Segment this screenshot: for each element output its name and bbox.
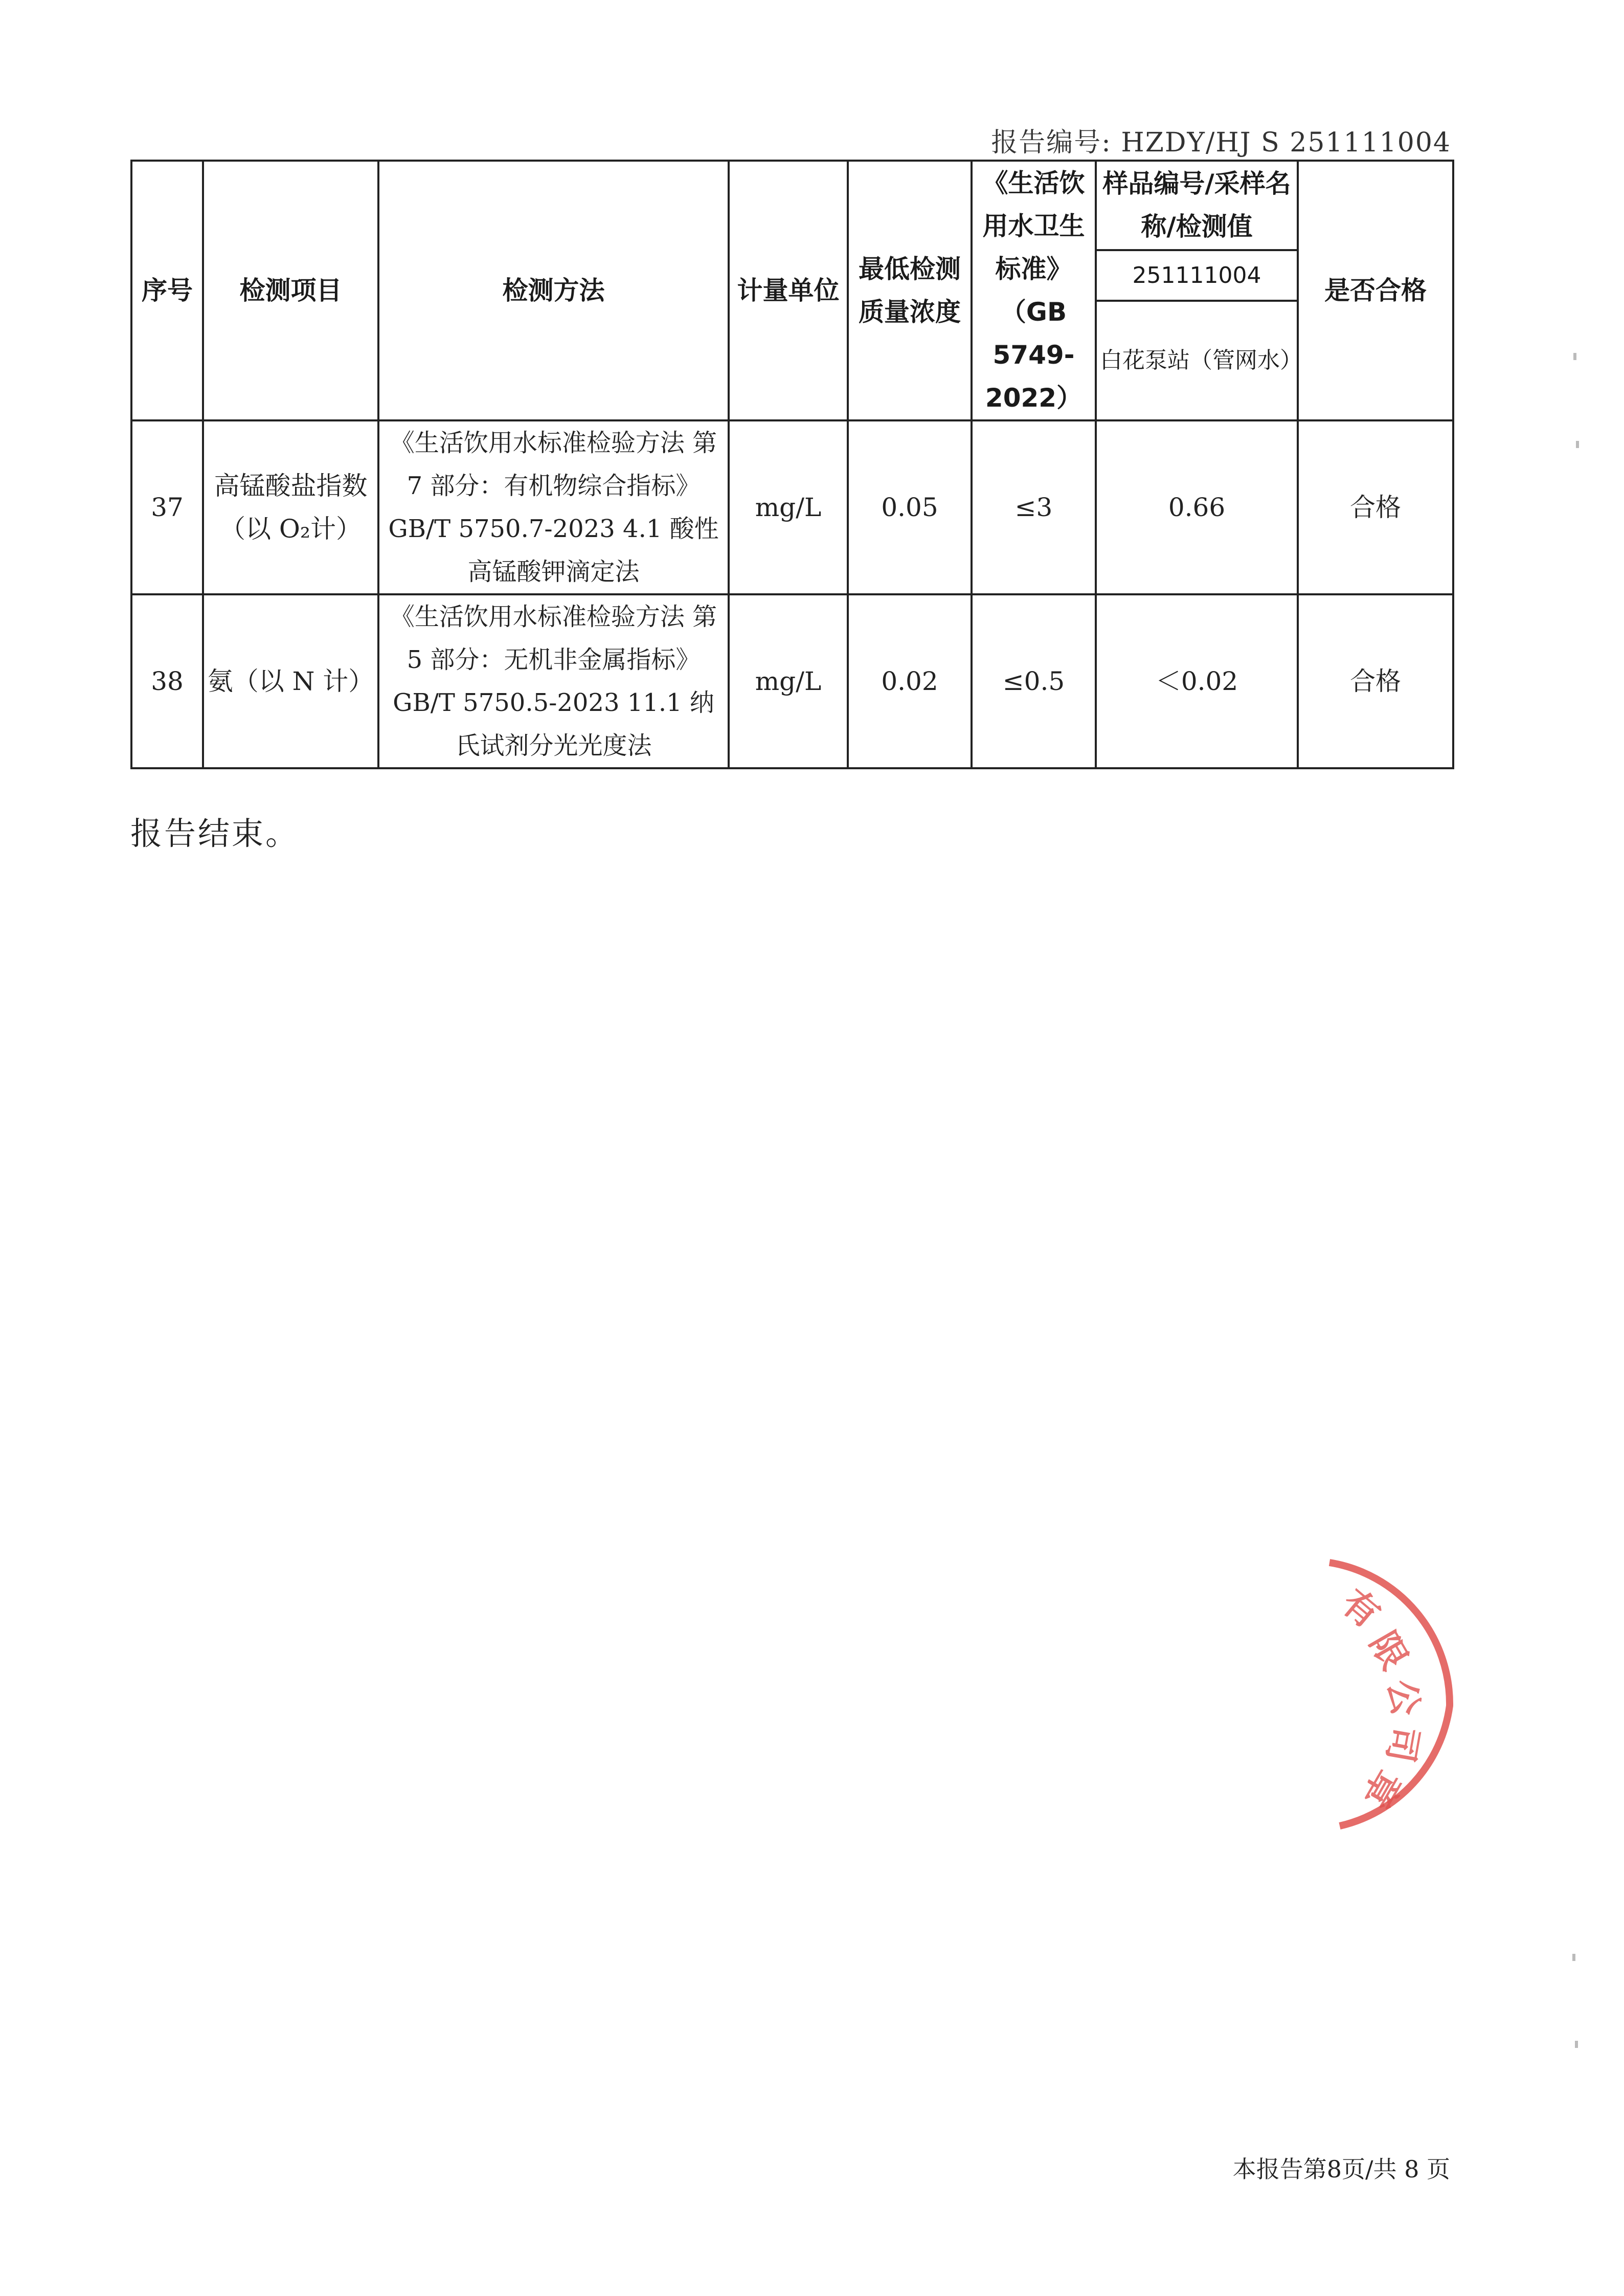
row-method: 《生活饮用水标准检验方法 第 7 部分：有机物综合指标》GB/T 5750.7-2023 4.1 酸性高锰酸钾滴定法 [378,420,729,594]
header-seq: 序号 [131,161,203,420]
table-row [131,594,1453,768]
company-seal [1309,1547,1457,1834]
svg-text:司: 司 [1379,1723,1427,1766]
row-unit: mg/L [729,594,848,768]
header-sample-group: 样品编号/采样名称/检测值 [1096,161,1298,250]
row-unit: mg/L [729,420,848,594]
page-footer: 本报告第8页/共 8 页 [1232,2155,1450,2183]
row-min-conc: 0.05 [848,420,972,594]
end-note: 报告结束。 [130,815,300,852]
row-limit: ≤0.5 [972,594,1096,768]
report-number: 报告编号: HZDY/HJ S 251111004 [991,127,1451,158]
header-standard: 《生活饮用水卫生标准》（GB 5749-2022） [972,161,1096,420]
row-min-conc: 0.02 [848,594,972,768]
results-table [130,160,1454,769]
row-method: 《生活饮用水标准检验方法 第 5 部分：无机非金属指标》GB/T 5750.5-2023 11.1 纳氏试剂分光光度法 [378,594,729,768]
row-seq: 37 [131,420,203,594]
header-min-conc: 最低检测质量浓度 [848,161,972,420]
svg-text:公: 公 [1380,1676,1428,1719]
header-unit: 计量单位 [729,161,848,420]
svg-text:有: 有 [1334,1581,1388,1637]
header-sample-id: 251111004 [1096,250,1298,301]
row-item: 氨（以 N 计） [203,594,378,768]
header-sample-name: 白花泵站（管网水） [1096,301,1298,420]
header-item: 检测项目 [203,161,378,420]
scan-speck [1576,441,1579,448]
row-limit: ≤3 [972,420,1096,594]
svg-text:章: 章 [1354,1762,1410,1816]
row-seq: 38 [131,594,203,768]
svg-text:限: 限 [1361,1624,1416,1677]
row-qualified: 合格 [1298,420,1453,594]
row-value: 0.66 [1096,420,1298,594]
row-qualified: 合格 [1298,594,1453,768]
table-row [131,420,1453,594]
scan-speck [1572,1954,1575,1961]
header-method: 检测方法 [378,161,729,420]
row-item: 高锰酸盐指数（以 O₂计） [203,420,378,594]
scan-speck [1575,2041,1578,2048]
row-value: ＜0.02 [1096,594,1298,768]
scan-speck [1573,353,1576,360]
header-qualified: 是否合格 [1298,161,1453,420]
